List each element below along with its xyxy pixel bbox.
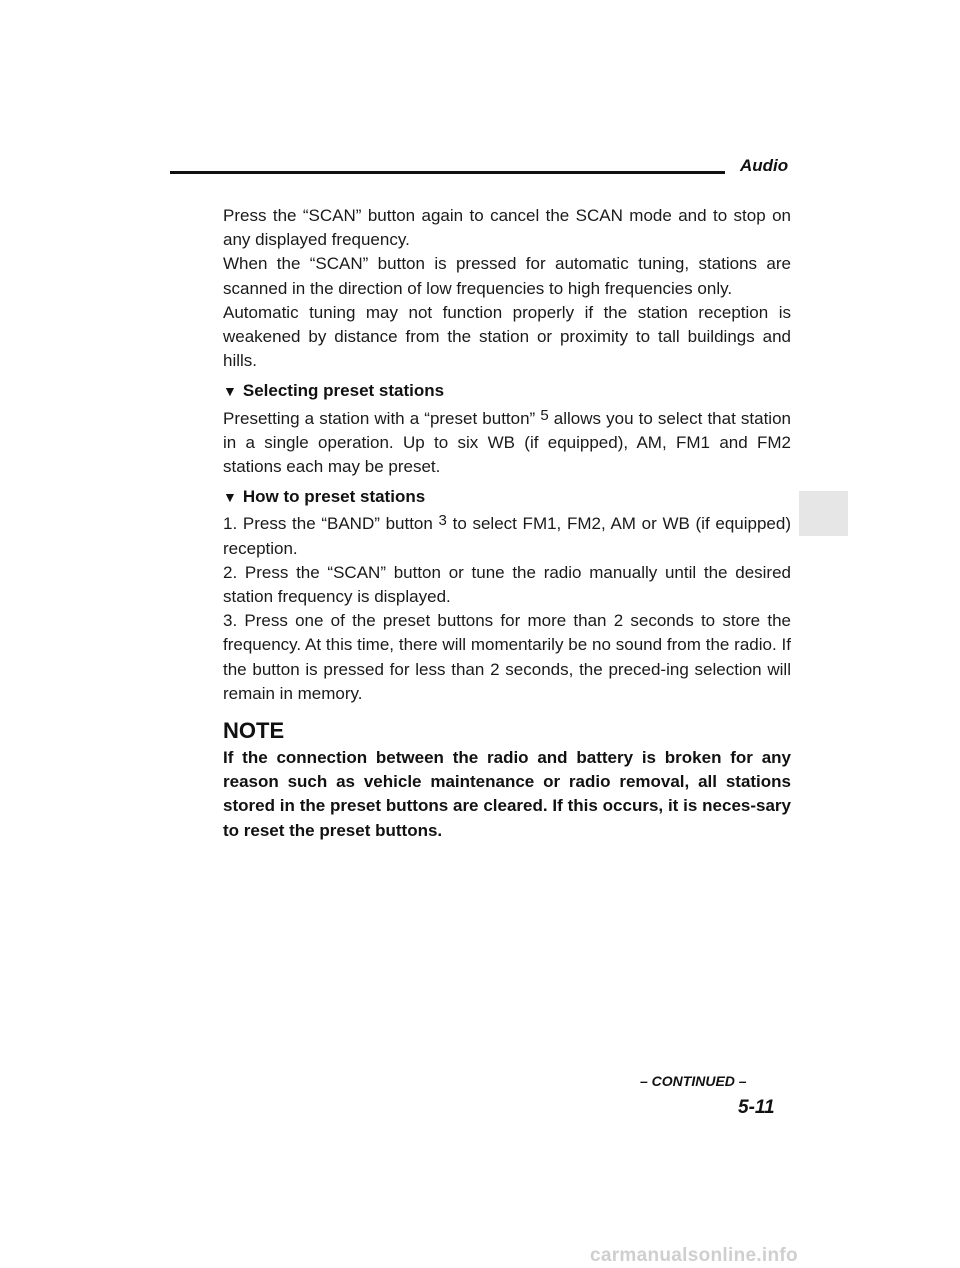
callout-number: 3 (438, 512, 447, 530)
step-3: 3. Press one of the preset buttons for more than 2 seconds to store the frequency. At this time, there will momentarily be no sound from the radio. If the button is pressed for less than 2 seconds, the preced-ing selection will remain in memory. (223, 611, 791, 703)
section-title: Audio (740, 156, 789, 175)
heading-how-to-preset (223, 485, 791, 509)
heading-text: How to preset stations (242, 487, 426, 507)
step-2: 2. Press the “SCAN” button or tune the radio manually until the desired station frequency is displayed. (223, 562, 791, 607)
paragraph-scan-direction: When the “SCAN” button is pressed for automatic tuning, stations are scanned in the direction of low frequencies to high frequencies only. (223, 254, 791, 298)
watermark-text[interactable]: carmanualsonline.info (590, 1245, 798, 1266)
paragraph-presetting: Presetting a station with a “preset button” 5 allows you to select that station in a single operation. Up to six WB (if equipped), AM, FM1 and FM2 stations each may be preset. (223, 404, 791, 480)
note-title: NOTE (223, 718, 285, 744)
callout-number: 5 (540, 406, 549, 424)
heading-selecting-presets (223, 379, 791, 403)
triangle-bullet-icon: ▼ (223, 489, 237, 506)
page-number: 5-11 (738, 1097, 775, 1118)
heading-text: Selecting preset stations (242, 381, 445, 401)
paragraph-tuning-limitation: Automatic tuning may not function properly if the station reception is weakened by distance from the station or proximity to tall buildings and hills. (223, 302, 791, 371)
continued-label: – CONTINUED – (640, 1073, 747, 1089)
header-rule (170, 171, 725, 174)
section-thumb-tab (799, 491, 848, 536)
step-1: 1. Press the “BAND” button 3 to select FM1, FM2, AM or WB (if equipped) reception. (223, 509, 791, 560)
paragraph-scan-cancel: Press the “SCAN” button again to cancel the SCAN mode and to stop on any displayed frequency. (223, 206, 791, 250)
triangle-bullet-icon: ▼ (223, 383, 237, 400)
page-content (223, 204, 791, 843)
note-text: If the connection between the radio and battery is broken for any reason such as vehicle maintenance or radio removal, all stations stored in the preset buttons are cleared. If this occurs, it is neces-sary to reset the preset buttons. (223, 748, 791, 840)
